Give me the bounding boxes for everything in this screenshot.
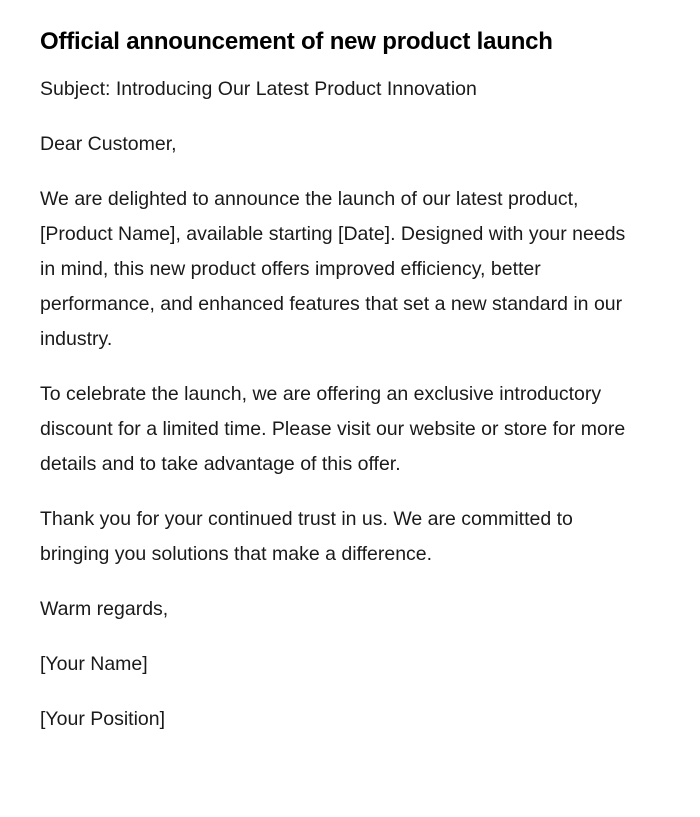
closing: Warm regards,	[40, 598, 169, 620]
body-paragraph-thanks: Thank you for your continued trust in us. We are committed to bringing you solutions that make a difference.	[40, 508, 573, 565]
body-paragraph-discount: To celebrate the launch, we are offering an exclusive introductory discount for a limited time. Please visit our website or store for more details and to take advantage of this offer.	[40, 383, 626, 475]
document-title: Official announcement of new product launch	[40, 28, 553, 55]
signature-name: [Your Name]	[40, 653, 148, 675]
greeting: Dear Customer,	[40, 133, 177, 155]
body-paragraph-announcement: We are delighted to announce the launch of our latest product, [Product Name], available starting [Date]. Designed with your needs in mind, this new product offers improved efficiency, better performance, and enhanced features that set a new standard in our industry.	[40, 188, 626, 350]
signature-position: [Your Position]	[40, 708, 166, 730]
subject-line: Subject: Introducing Our Latest Product Innovation	[40, 78, 477, 100]
